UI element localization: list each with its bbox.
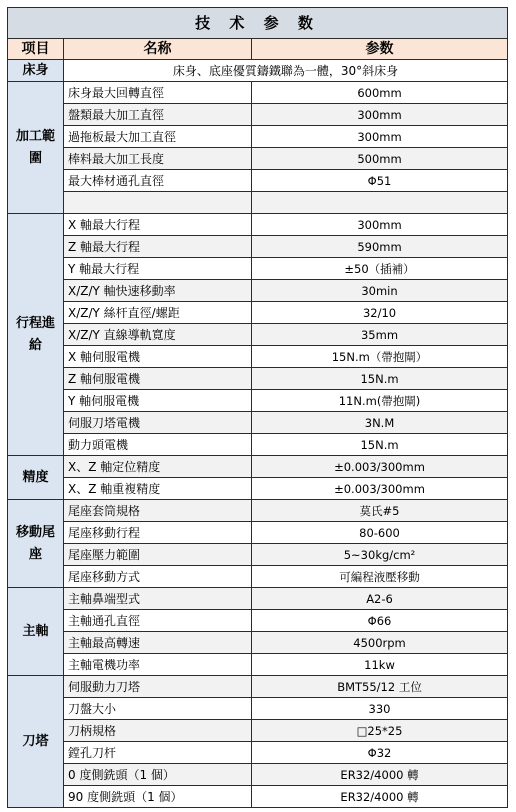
param-value: □25*25 bbox=[252, 720, 508, 742]
table-row bbox=[8, 280, 508, 302]
table-row bbox=[8, 654, 508, 676]
param-value: 600mm bbox=[252, 82, 508, 104]
param-name: X、Z 軸重複精度 bbox=[64, 478, 252, 500]
table-row bbox=[8, 412, 508, 434]
param-value bbox=[252, 192, 508, 214]
header-value: 参数 bbox=[252, 39, 508, 60]
param-value: 15N.m bbox=[252, 368, 508, 390]
header-name: 名称 bbox=[64, 39, 252, 60]
param-name: 主軸通孔直徑 bbox=[64, 610, 252, 632]
param-value: 330 bbox=[252, 698, 508, 720]
param-value: 500mm bbox=[252, 148, 508, 170]
param-value: 可編程液壓移動 bbox=[252, 566, 508, 588]
param-value: 590mm bbox=[252, 236, 508, 258]
param-name: 刀盤大小 bbox=[64, 698, 252, 720]
param-name: 床身最大回轉直徑 bbox=[64, 82, 252, 104]
table-row bbox=[8, 632, 508, 654]
param-name: 刀柄規格 bbox=[64, 720, 252, 742]
table-row bbox=[8, 610, 508, 632]
table-row bbox=[8, 346, 508, 368]
table-row bbox=[8, 566, 508, 588]
param-name: 盤類最大加工直徑 bbox=[64, 104, 252, 126]
param-value: ER32/4000 轉 bbox=[252, 786, 508, 808]
table-row bbox=[8, 236, 508, 258]
table-row bbox=[8, 676, 508, 698]
param-name: 主軸鼻端型式 bbox=[64, 588, 252, 610]
param-name: Y 軸最大行程 bbox=[64, 258, 252, 280]
param-name: 棒料最大加工長度 bbox=[64, 148, 252, 170]
header-row bbox=[8, 39, 508, 60]
param-name: 最大棒材通孔直徑 bbox=[64, 170, 252, 192]
table-row bbox=[8, 192, 508, 214]
param-value: BMT55/12 工位 bbox=[252, 676, 508, 698]
param-value: 5~30kg/cm² bbox=[252, 544, 508, 566]
table-row bbox=[8, 170, 508, 192]
param-name: 動力頭電機 bbox=[64, 434, 252, 456]
table-row bbox=[8, 742, 508, 764]
param-value: 11kw bbox=[252, 654, 508, 676]
param-value: Φ51 bbox=[252, 170, 508, 192]
table-row bbox=[8, 368, 508, 390]
param-value: Φ66 bbox=[252, 610, 508, 632]
param-name: Z 軸伺服電機 bbox=[64, 368, 252, 390]
bed-row bbox=[8, 60, 508, 82]
table-row bbox=[8, 324, 508, 346]
param-value: 32/10 bbox=[252, 302, 508, 324]
param-name: 鏜孔刀杆 bbox=[64, 742, 252, 764]
param-value: 80-600 bbox=[252, 522, 508, 544]
table-row bbox=[8, 544, 508, 566]
header-category: 项目 bbox=[8, 39, 64, 60]
param-value: ±0.003/300mm bbox=[252, 478, 508, 500]
table-row bbox=[8, 522, 508, 544]
table-row bbox=[8, 588, 508, 610]
category-label: 加工範圍 bbox=[8, 82, 64, 214]
bed-label: 床身 bbox=[8, 60, 64, 82]
param-value: Φ32 bbox=[252, 742, 508, 764]
param-name: 尾座套筒規格 bbox=[64, 500, 252, 522]
category-label: 移動尾座 bbox=[8, 500, 64, 588]
param-name: X/Z/Y 直線導軌寬度 bbox=[64, 324, 252, 346]
param-name: 伺服動力刀塔 bbox=[64, 676, 252, 698]
table-row bbox=[8, 500, 508, 522]
param-name: 90 度側銑頭（1 個） bbox=[64, 786, 252, 808]
param-value: ±50（插補） bbox=[252, 258, 508, 280]
param-value: 15N.m bbox=[252, 434, 508, 456]
param-name: 伺服刀塔電機 bbox=[64, 412, 252, 434]
param-value: ±0.003/300mm bbox=[252, 456, 508, 478]
param-value: 11N.m(帶抱閘) bbox=[252, 390, 508, 412]
table-row bbox=[8, 434, 508, 456]
param-name: 主軸最高轉速 bbox=[64, 632, 252, 654]
table-row bbox=[8, 390, 508, 412]
param-name bbox=[64, 192, 252, 214]
param-value: 4500rpm bbox=[252, 632, 508, 654]
param-name: X、Z 軸定位精度 bbox=[64, 456, 252, 478]
spec-table bbox=[7, 7, 508, 808]
bed-value: 床身、底座優質鑄鐵聯為一體，30°斜床身 bbox=[64, 60, 508, 82]
table-row bbox=[8, 126, 508, 148]
category-label: 主軸 bbox=[8, 588, 64, 676]
param-value: 300mm bbox=[252, 214, 508, 236]
table-row bbox=[8, 764, 508, 786]
param-value: 30min bbox=[252, 280, 508, 302]
param-name: 尾座壓力範圍 bbox=[64, 544, 252, 566]
param-name: X 軸伺服電機 bbox=[64, 346, 252, 368]
param-value: 300mm bbox=[252, 126, 508, 148]
param-name: Y 軸伺服電機 bbox=[64, 390, 252, 412]
table-row bbox=[8, 104, 508, 126]
table-row bbox=[8, 214, 508, 236]
table-row bbox=[8, 786, 508, 808]
table-row bbox=[8, 148, 508, 170]
param-name: 尾座移動行程 bbox=[64, 522, 252, 544]
table-row bbox=[8, 478, 508, 500]
title-row bbox=[8, 8, 508, 39]
category-label: 行程進給 bbox=[8, 214, 64, 456]
param-name: X/Z/Y 軸快速移動率 bbox=[64, 280, 252, 302]
param-value: 35mm bbox=[252, 324, 508, 346]
param-value: ER32/4000 轉 bbox=[252, 764, 508, 786]
param-name: 過拖板最大加工直徑 bbox=[64, 126, 252, 148]
table-row bbox=[8, 456, 508, 478]
param-name: 0 度側銑頭（1 個） bbox=[64, 764, 252, 786]
param-name: Z 軸最大行程 bbox=[64, 236, 252, 258]
category-label: 精度 bbox=[8, 456, 64, 500]
param-name: X 軸最大行程 bbox=[64, 214, 252, 236]
category-label: 刀塔 bbox=[8, 676, 64, 808]
spec-sheet bbox=[7, 7, 507, 808]
param-value: 15N.m（帶抱閘） bbox=[252, 346, 508, 368]
param-value: 莫氏#5 bbox=[252, 500, 508, 522]
table-title: 技 术 参 数 bbox=[8, 8, 508, 39]
param-value: 3N.M bbox=[252, 412, 508, 434]
param-name: X/Z/Y 絲杆直徑/螺距 bbox=[64, 302, 252, 324]
table-row bbox=[8, 258, 508, 280]
param-value: 300mm bbox=[252, 104, 508, 126]
table-row bbox=[8, 82, 508, 104]
table-row bbox=[8, 302, 508, 324]
param-value: A2-6 bbox=[252, 588, 508, 610]
table-row bbox=[8, 698, 508, 720]
param-name: 主軸電機功率 bbox=[64, 654, 252, 676]
param-name: 尾座移動方式 bbox=[64, 566, 252, 588]
table-row bbox=[8, 720, 508, 742]
